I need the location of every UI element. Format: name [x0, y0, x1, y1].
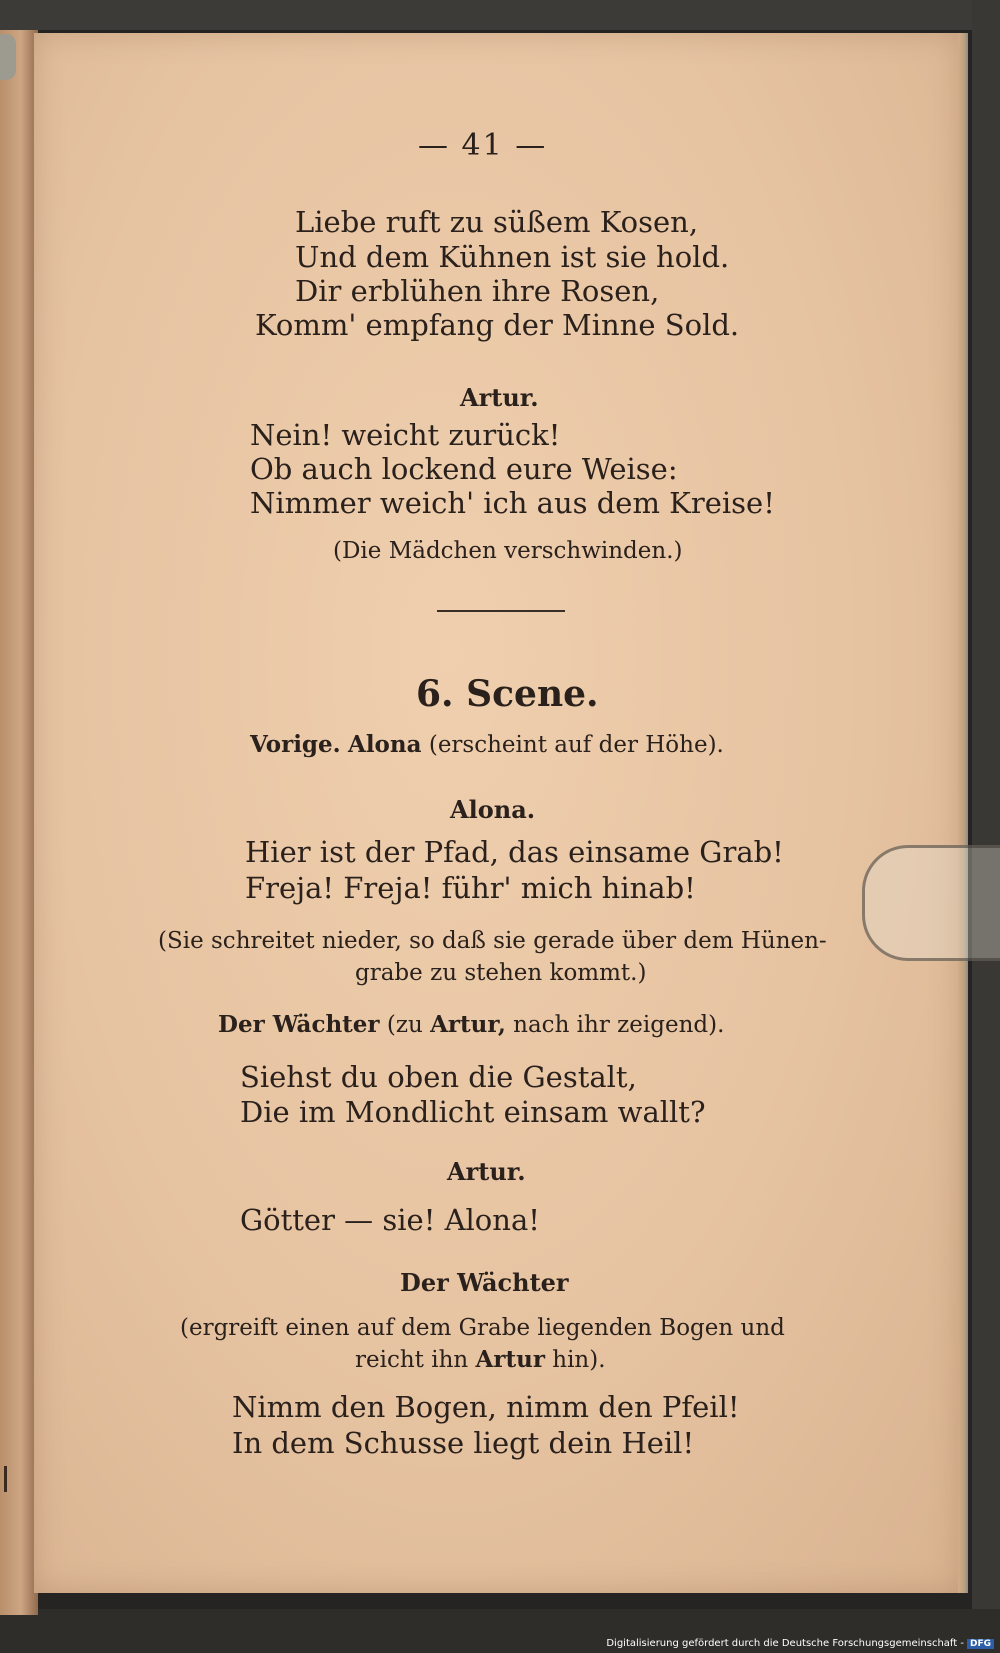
verse-line: Die im Mondlicht einsam wallt? — [240, 1095, 706, 1129]
stage-direction: grabe zu stehen kommt.) — [355, 960, 647, 986]
cast-prefix: Vorige. — [250, 731, 341, 758]
stage-direction: (Sie schreitet nieder, so daß sie gerade über dem Hünen- — [158, 928, 827, 954]
verse-line: Nimm den Bogen, nimm den Pfeil! — [232, 1390, 740, 1424]
verse-line: Freja! Freja! führ' mich hinab! — [245, 871, 696, 905]
verse-line: Hier ist der Pfad, das einsame Grab! — [245, 835, 784, 869]
cast-name: Alona — [347, 731, 422, 758]
book-clip-tab — [0, 34, 16, 80]
page-edge — [958, 33, 968, 1593]
speaker-direction-open: (zu — [386, 1012, 423, 1038]
verse-line: Liebe ruft zu süßem Kosen, — [295, 205, 699, 239]
facing-page-edge — [0, 30, 38, 1615]
scene-cast — [250, 730, 724, 760]
verse-line: Komm' empfang der Minne Sold. — [255, 308, 740, 342]
stage-direction: (Die Mädchen verschwinden.) — [333, 538, 683, 564]
verse-line: Siehst du oben die Gestalt, — [240, 1060, 637, 1094]
stage-text: reicht ihn — [355, 1347, 469, 1373]
stage-direction — [355, 1345, 606, 1375]
speaker-name: Artur. — [447, 1157, 526, 1186]
dfg-logo: DFG — [967, 1639, 994, 1649]
speaker-direction-name: Artur, — [430, 1011, 506, 1038]
speaker-name: Alona. — [450, 795, 536, 824]
verse-line: Und dem Kühnen ist sie hold. — [295, 240, 730, 274]
verse-line: Nein! weicht zurück! — [250, 418, 561, 452]
cast-direction: (erscheint auf der Höhe). — [428, 732, 724, 758]
stage-direction: (ergreift einen auf dem Grabe liegenden Bogen und — [180, 1315, 785, 1341]
verse-line: In dem Schusse liegt dein Heil! — [232, 1426, 695, 1460]
edge-mark — [4, 1466, 7, 1492]
credit-text: Digitalisierung gefördert durch die Deutsche Forschungsgemeinschaft - — [606, 1638, 964, 1649]
stage-text: hin). — [552, 1347, 606, 1373]
page-number: — 41 — — [418, 128, 548, 163]
verse-line: Ob auch lockend eure Weise: — [250, 452, 678, 486]
speaker-direction-rest: nach ihr zeigend). — [513, 1012, 725, 1038]
verse-line: Götter — sie! Alona! — [240, 1203, 540, 1237]
scene-heading: 6. Scene. — [416, 673, 599, 715]
speaker-line — [218, 1010, 724, 1040]
stage-name: Artur — [475, 1346, 545, 1373]
verse-line: Dir erblühen ihre Rosen, — [295, 274, 660, 308]
scan-background-right — [972, 0, 1000, 1653]
verse-line: Nimmer weich' ich aus dem Kreise! — [250, 486, 775, 520]
scan-background-top — [0, 0, 1000, 30]
page-clip — [862, 845, 1000, 961]
speaker-name: Der Wächter — [400, 1268, 569, 1297]
speaker-name: Artur. — [460, 383, 539, 412]
speaker-name: Der Wächter — [218, 1011, 380, 1038]
section-divider — [437, 610, 565, 612]
digitization-credit — [606, 1638, 994, 1649]
